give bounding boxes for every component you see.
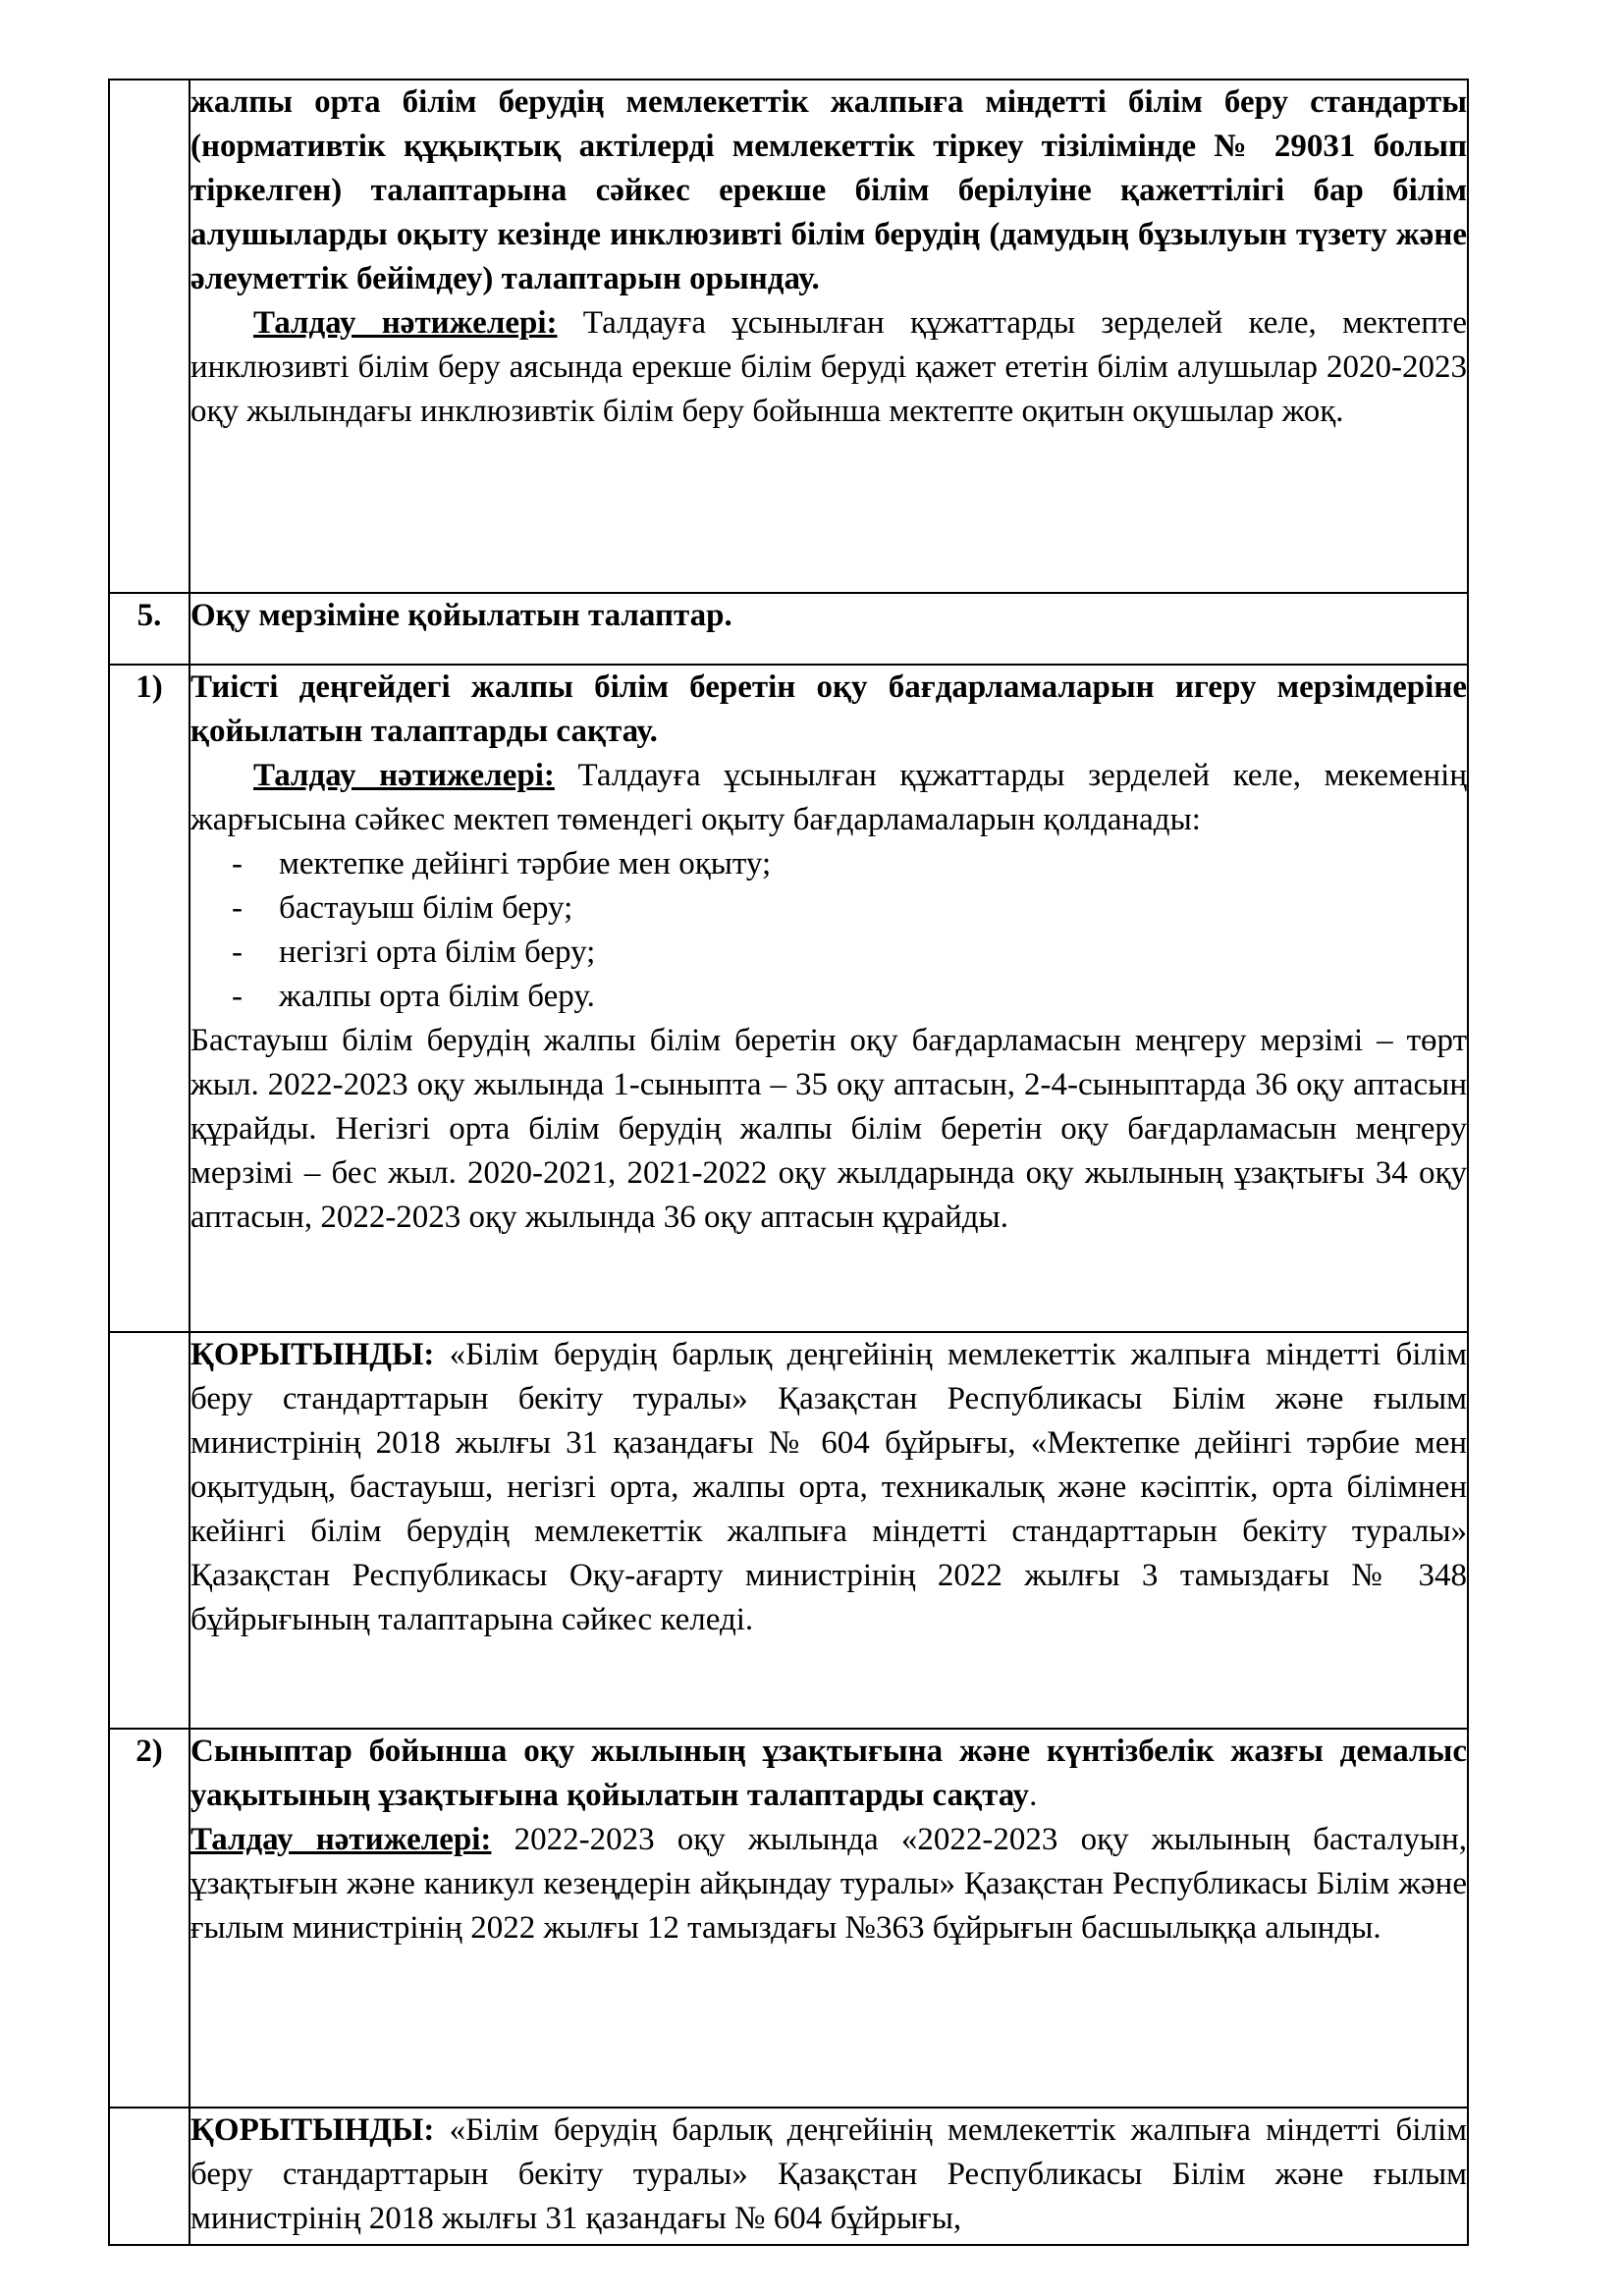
row-number: 5.	[109, 593, 189, 665]
analysis-result	[190, 301, 1467, 434]
row-number: 2)	[109, 1729, 189, 2108]
requirement-heading-wrap	[190, 1730, 1467, 1818]
table-row	[109, 665, 1468, 1332]
list-item: - мектепке дейінгі тәрбие мен оқыту;	[232, 842, 1467, 886]
result-text: Талдауға ұсынылған құжаттарды зерделей келе, мекеменің жарғысына сәйкес мектеп төмендегі оқыту бағдарламаларын қолданады:	[190, 758, 1467, 837]
conclusion	[190, 1333, 1467, 1642]
analysis-result	[190, 1818, 1467, 1950]
row-content	[189, 665, 1468, 1332]
list-item: - жалпы орта білім беру.	[232, 975, 1467, 1019]
list-item: - негізгі орта білім беру;	[232, 931, 1467, 975]
row-content	[189, 1332, 1468, 1729]
duration-paragraph: Бастауыш білім берудің жалпы білім беретін оқу бағдарламасын меңгеру мерзімі – төрт жыл. 2022-2023 оқу жылында 1-сыныпта – 35 оқу аптасын, 2-4-сыныптарда 36 оқу аптасын құрайды. Негізгі орта білім берудің жалпы білім беретін оқу бағдарламасын меңгеру мерзімі – бес жыл. 2020-2021, 2021-2022 оқу жылдарында оқу жылының ұзақтығы 34 оқу аптасын, 2022-2023 оқу жылында 36 оқу аптасын құрайды.	[190, 1023, 1467, 1235]
heading-period: .	[1029, 1778, 1038, 1813]
result-label: Талдау нәтижелері:	[190, 1822, 492, 1857]
requirement-heading: Тиісті деңгейдегі жалпы білім беретін оқу бағдарламаларын игеру мерзімдеріне қойылатын талаптарды сақтау.	[190, 669, 1467, 749]
row-number: 1)	[109, 665, 189, 1332]
requirement-heading: Сыныптар бойынша оқу жылының ұзақтығына және күнтізбелік жазғы демалыс уақытының ұзақтығына қойылатын талаптарды сақтау	[190, 1734, 1467, 1813]
table-row	[109, 2108, 1468, 2245]
result-label: Талдау нәтижелері:	[253, 305, 558, 341]
result-text: Талдауға ұсынылған құжаттарды зерделей келе, мектепте инклюзивті білім беру аясында ерекше білім беруді қажет ететін білім алушылар 2020-2023 оқу жылындағы инклюзивтік білім беру бойынша мектепте оқитын оқушылар жоқ.	[190, 305, 1467, 429]
conclusion-label: ҚОРЫТЫНДЫ:	[190, 2112, 435, 2148]
row-number	[109, 1332, 189, 1729]
result-text: 2022-2023 оқу жылында «2022-2023 оқу жылының басталуын, ұзақтығын және каникул кезеңдерін айқындау туралы» Қазақстан Республикасы Білім және ғылым министрінің 2022 жылғы 12 тамыздағы №363 бұйрығын басшылыққа алынды.	[190, 1822, 1467, 1946]
row-number	[109, 80, 189, 593]
table-row	[109, 593, 1468, 665]
row-content	[189, 80, 1468, 593]
row-content	[189, 1729, 1468, 2108]
conclusion-text: «Білім берудің барлық деңгейінің мемлекеттік жалпыға міндетті білім беру стандарттарын бекіту туралы» Қазақстан Республикасы Білім және ғылым министрінің 2018 жылғы 31 қазандағы № 604 бұйрығы,	[190, 2112, 1467, 2236]
result-label: Талдау нәтижелері:	[253, 758, 555, 793]
table-row	[109, 1332, 1468, 1729]
inspection-table	[108, 79, 1469, 2246]
conclusion	[190, 2109, 1467, 2241]
conclusion-label: ҚОРЫТЫНДЫ:	[190, 1337, 435, 1372]
row-content	[189, 593, 1468, 665]
analysis-result	[190, 754, 1467, 842]
program-list	[190, 842, 1467, 1019]
conclusion-text: «Білім берудің барлық деңгейінің мемлекеттік жалпыға міндетті білім беру стандарттарын бекіту туралы» Қазақстан Республикасы Білім және ғылым министрінің 2018 жылғы 31 қазандағы № 604 бұйрығы, «Мектепке дейінгі тәрбие мен оқытудың, бастауыш, негізгі орта, жалпы орта, техникалық және кәсіптік, орта білімнен кейінгі білім берудің мемлекеттік жалпыға міндетті стандарттарын бекіту туралы» Қазақстан Республикасы Оқу-ағарту министрінің 2022 жылғы 3 тамыздағы № 348 бұйрығының талаптарына сәйкес келеді.	[190, 1337, 1467, 1637]
list-item: - бастауыш білім беру;	[232, 886, 1467, 931]
section-heading: Оқу мерзіміне қойылатын талаптар.	[190, 598, 732, 633]
row-content	[189, 2108, 1468, 2245]
row-number	[109, 2108, 189, 2245]
table-row	[109, 1729, 1468, 2108]
table-row	[109, 80, 1468, 593]
requirement-heading: жалпы орта білім берудің мемлекеттік жалпыға міндетті білім беру стандарты (нормативтік құқықтық актілерді мемлекеттік тіркеу тізілімінде № 29031 болып тіркелген) талаптарына сәйкес ерекше білім берілуіне қажеттілігі бар білім алушыларды оқыту кезінде инклюзивті білім берудің (дамудың бұзылуын түзету және әлеуметтік бейімдеу) талаптарын орындау.	[190, 84, 1467, 296]
